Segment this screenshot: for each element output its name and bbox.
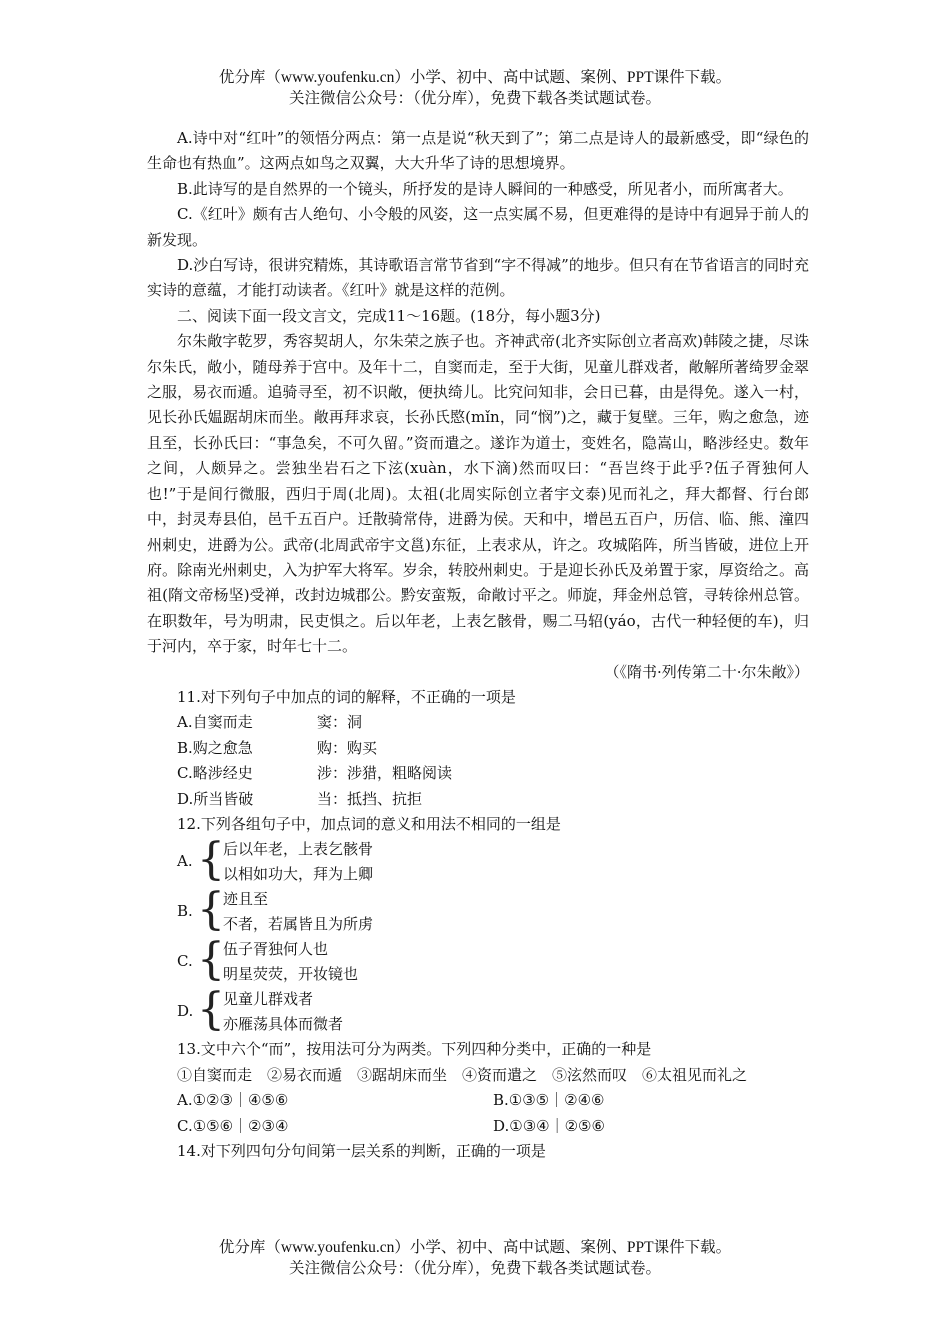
q13-choices-row-2 — [147, 1114, 809, 1139]
q11-option-b — [147, 736, 809, 761]
q12-group-b-label: B. — [177, 902, 193, 921]
q12-group-b — [147, 884, 809, 937]
q11-option-a-phrase: A.自窦而走 — [177, 713, 253, 732]
q13-choice-d: D.①③④｜②⑤⑥ — [493, 1116, 605, 1135]
brace-icon: { — [197, 984, 225, 1036]
q13-stem: 13.文中六个“而”，按用法可分为两类。下列四种分类中，正确的一种是 — [177, 1040, 652, 1059]
q11-option-d — [147, 787, 809, 812]
section-2-heading: 二、阅读下面一段文言文，完成11～16题。(18分，每小题3分) — [177, 306, 601, 325]
q12-group-c-line-1: 伍子胥独何人也 — [223, 940, 329, 959]
page-header — [0, 67, 950, 109]
q12-stem: 12.下列各组句子中，加点词的意义和用法不相同的一组是 — [177, 814, 561, 833]
q11-option-c-phrase: C.略涉经史 — [177, 764, 253, 783]
q13-choice-b: B.①③⑤｜②④⑥ — [493, 1091, 605, 1110]
q12-group-a-label: A. — [177, 852, 193, 871]
footer-line-1: 优分库（www.youfenku.cn）小学、初中、高中试题、案例、PPT课件下载。 — [218, 1239, 732, 1256]
q11-option-a-gloss: 窦：洞 — [317, 713, 363, 732]
q12-group-b-line-2: 不者，若属皆且为所虏 — [223, 915, 374, 934]
q12-group-d — [147, 984, 809, 1037]
q13-items: ①自窦而走 ②易衣而遁 ③踞胡床而坐 ④资而遣之 ⑤泫然而叹 ⑥太祖见而礼之 — [177, 1065, 748, 1084]
q13-choice-c: C.①⑤⑥｜②③④ — [177, 1116, 289, 1135]
q12-group-b-line-1: 迹且至 — [223, 890, 269, 909]
brace-icon: { — [197, 934, 225, 986]
poem-option-b: B.此诗写的是自然界的一个镜头，所抒发的是诗人瞬间的一种感受，所见者小，而所寓者大。 — [177, 179, 793, 198]
q11-option-b-gloss: 购：购买 — [317, 738, 378, 757]
q12-group-c-line-2: 明星荧荧，开妆镜也 — [223, 965, 359, 984]
header-line-1: 优分库（www.youfenku.cn）小学、初中、高中试题、案例、PPT课件下载。 — [218, 69, 732, 86]
q11-option-d-phrase: D.所当皆破 — [177, 789, 254, 808]
q12-group-a-line-1: 后以年老，上表乞骸骨 — [223, 840, 374, 859]
passage-source: （《隋书·列传第二十·尔朱敞》） — [604, 662, 809, 681]
header-line-2: 关注微信公众号：（优分库），免费下载各类试题试卷。 — [288, 90, 661, 107]
q12-group-a-line-2: 以相如功大，拜为上卿 — [223, 865, 374, 884]
q13-choices-row-1 — [147, 1088, 809, 1113]
poem-option-d: D.沙白写诗，很讲究精炼，其诗歌语言常节省到“字不得减”的地步。但只有在节省语言的同时充实诗的意蕴，才能打动读者。《红叶》就是这样的范例。 — [147, 256, 809, 300]
footer-line-2: 关注微信公众号：（优分库），免费下载各类试题试卷。 — [288, 1260, 661, 1277]
page-footer — [0, 1237, 950, 1279]
q12-group-d-line-1: 见童儿群戏者 — [223, 990, 314, 1009]
classical-passage: 尔朱敞字乾罗，秀容契胡人，尔朱荣之族子也。齐神武帝(北齐实际创立者高欢)韩陵之捷，尽诛尔朱氏，敞小，随母养于宫中。及年十二，自窦而走，至于大街，见童儿群戏者，敞解所著绮罗金翠之服，易衣而遁。追骑寻至，初不识敞，便执绮儿。比究问知非，会日已暮，由是得免。遂入一村，见长孙氏媪踞胡床而坐。敞再拜求哀，长孙氏愍(mǐn，同“悯”)之，藏于复壁。三年，购之愈急，迹且至，长孙氏曰：“事急矣，不可久留。”资而遣之。遂诈为道士，变姓名，隐嵩山，略涉经史。数年之间，人颇异之。尝独坐岩石之下泫(xuàn，水下滴)然而叹曰：“吾岂终于此乎?伍子胥独何人也!”于是间行微服，西归于周(北周)。太祖(北周实际创立者宇文泰)见而礼之，拜大都督、行台郎中，封灵寿县伯，邑千五百户。迁散骑常侍，进爵为侯。天和中，增邑五百户，历信、临、熊、潼四州刺史，进爵为公。武帝(北周武帝宇文邕)东征，上表求从，许之。攻城陷阵，所当皆破，进位上开府。除南光州刺史，入为护军大将军。岁余，转胶州刺史。于是迎长孙氏及弟置于家，厚资给之。高祖(隋文帝杨坚)受禅，改封边城郡公。黔安蛮叛，命敞讨平之。师旋，拜金州总管，寻转徐州总管。在职数年，号为明肃，民吏惧之。后以年老，上表乞骸骨，赐二马轺(yáo，古代一种轻便的车)，归于河内，卒于家，时年七十二。 — [147, 332, 809, 656]
q14-stem: 14.对下列四句分句间第一层关系的判断，正确的一项是 — [177, 1142, 546, 1160]
q12-group-c-label: C. — [177, 952, 193, 971]
q12-group-d-label: D. — [177, 1002, 194, 1021]
q11-option-b-phrase: B.购之愈急 — [177, 738, 253, 757]
document-body — [147, 126, 809, 1164]
brace-icon: { — [197, 834, 225, 886]
q11-option-a — [147, 710, 809, 735]
q13-choice-a: A.①②③｜④⑤⑥ — [177, 1091, 289, 1110]
q11-option-c-gloss: 涉：涉猎，粗略阅读 — [317, 764, 453, 783]
q12-group-a — [147, 834, 809, 887]
q11-option-d-gloss: 当：抵挡、抗拒 — [317, 789, 423, 808]
poem-option-c: C.《红叶》颇有古人绝句、小令般的风姿，这一点实属不易，但更难得的是诗中有迥异于前人的新发现。 — [147, 205, 809, 249]
q12-group-d-line-2: 亦雁荡具体而微者 — [223, 1015, 344, 1034]
brace-icon: { — [197, 884, 225, 936]
q11-stem: 11.对下列句子中加点的词的解释，不正确的一项是 — [177, 687, 516, 706]
q11-option-c — [147, 761, 809, 786]
poem-option-a: A.诗中对“红叶”的领悟分两点：第一点是说“秋天到了”；第二点是诗人的最新感受，即“绿色的生命也有热血”。这两点如鸟之双翼，大大升华了诗的思想境界。 — [147, 129, 809, 173]
q12-group-c — [147, 934, 809, 987]
